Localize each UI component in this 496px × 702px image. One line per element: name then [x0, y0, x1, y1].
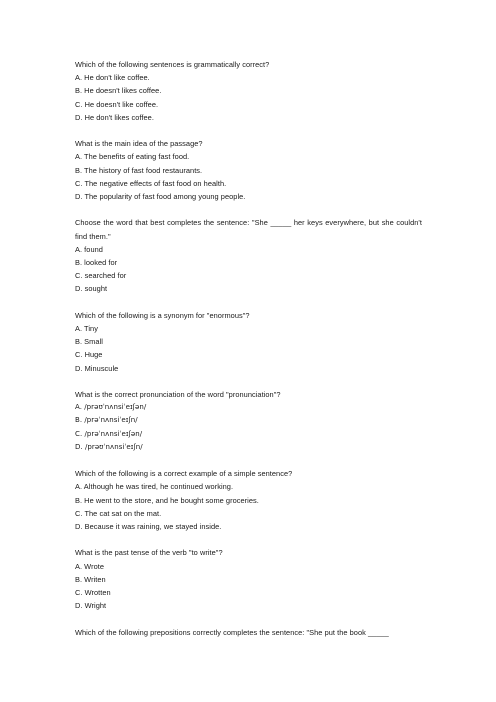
answer-option-b: B. /prəˈnʌnsiˈeɪʃn/ [75, 416, 138, 425]
answer-option-d: D. /prəʊˈnʌnsiˈeɪʃn/ [75, 442, 143, 451]
answer-option-b: B. Writen [75, 574, 106, 584]
answer-option-b: B. looked for [75, 258, 118, 268]
answer-option-c: C. Wrotten [75, 588, 111, 598]
answer-option-c: C. Huge [75, 350, 103, 360]
answer-option-a: A. found [75, 244, 103, 254]
answer-option-d: D. sought [75, 284, 108, 294]
answer-option-b: B. Small [75, 337, 103, 347]
answer-option-a: A. Wrote [75, 561, 105, 571]
answer-option-c: C. The cat sat on the mat. [75, 508, 162, 518]
question-1 [75, 58, 422, 124]
question-7 [75, 546, 422, 612]
document-page [75, 58, 422, 652]
answer-option-b: B. He went to the store, and he bought some groceries. [75, 495, 259, 505]
answer-option-d: D. Because it was raining, we stayed inside. [75, 522, 222, 532]
question-prompt: Which of the following is a correct example of a simple sentence? [75, 469, 293, 479]
answer-option-d: D. Wright [75, 601, 107, 611]
answer-option-c: C. /prəˈnʌnsiˈeɪʃən/ [75, 429, 143, 438]
question-4 [75, 309, 422, 375]
question-8 [75, 626, 422, 639]
question-6 [75, 467, 422, 533]
question-prompt: Which of the following sentences is grammatically correct? [75, 60, 270, 69]
answer-option-c: C. The negative effects of fast food on health. [75, 178, 227, 188]
question-2 [75, 137, 422, 203]
question-prompt: What is the main idea of the passage? [75, 139, 203, 149]
answer-option-a: A. Although he was tired, he continued working. [75, 482, 234, 492]
answer-option-a: A. Tiny [75, 324, 98, 334]
question-prompt: Choose the word that best completes the sentence: "She _____ her keys everywhere, but she couldn't find them." [75, 218, 422, 241]
answer-option-c: C. searched for [75, 271, 127, 281]
answer-option-a: A. The benefits of eating fast food. [75, 152, 190, 162]
answer-option-d: D. Minuscule [75, 363, 119, 373]
question-3 [75, 216, 422, 295]
question-prompt: Which of the following prepositions correctly completes the sentence: "She put the book _____ [75, 627, 389, 637]
answer-option-a: A. He don't like coffee. [75, 73, 150, 83]
question-5 [75, 388, 422, 454]
answer-option-b: B. He doesn't likes coffee. [75, 86, 162, 96]
answer-option-a: A. /prəʊˈnʌnsiˈeɪʃən/ [75, 403, 147, 412]
answer-option-d: D. The popularity of fast food among young people. [75, 192, 246, 202]
answer-option-d: D. He don't likes coffee. [75, 112, 154, 122]
question-prompt: Which of the following is a synonym for "enormous"? [75, 310, 250, 320]
answer-option-c: C. He doesn't like coffee. [75, 99, 159, 109]
question-prompt: What is the correct pronunciation of the word "pronunciation"? [75, 390, 281, 400]
answer-option-b: B. The history of fast food restaurants. [75, 165, 203, 175]
question-prompt: What is the past tense of the verb "to write"? [75, 548, 223, 558]
